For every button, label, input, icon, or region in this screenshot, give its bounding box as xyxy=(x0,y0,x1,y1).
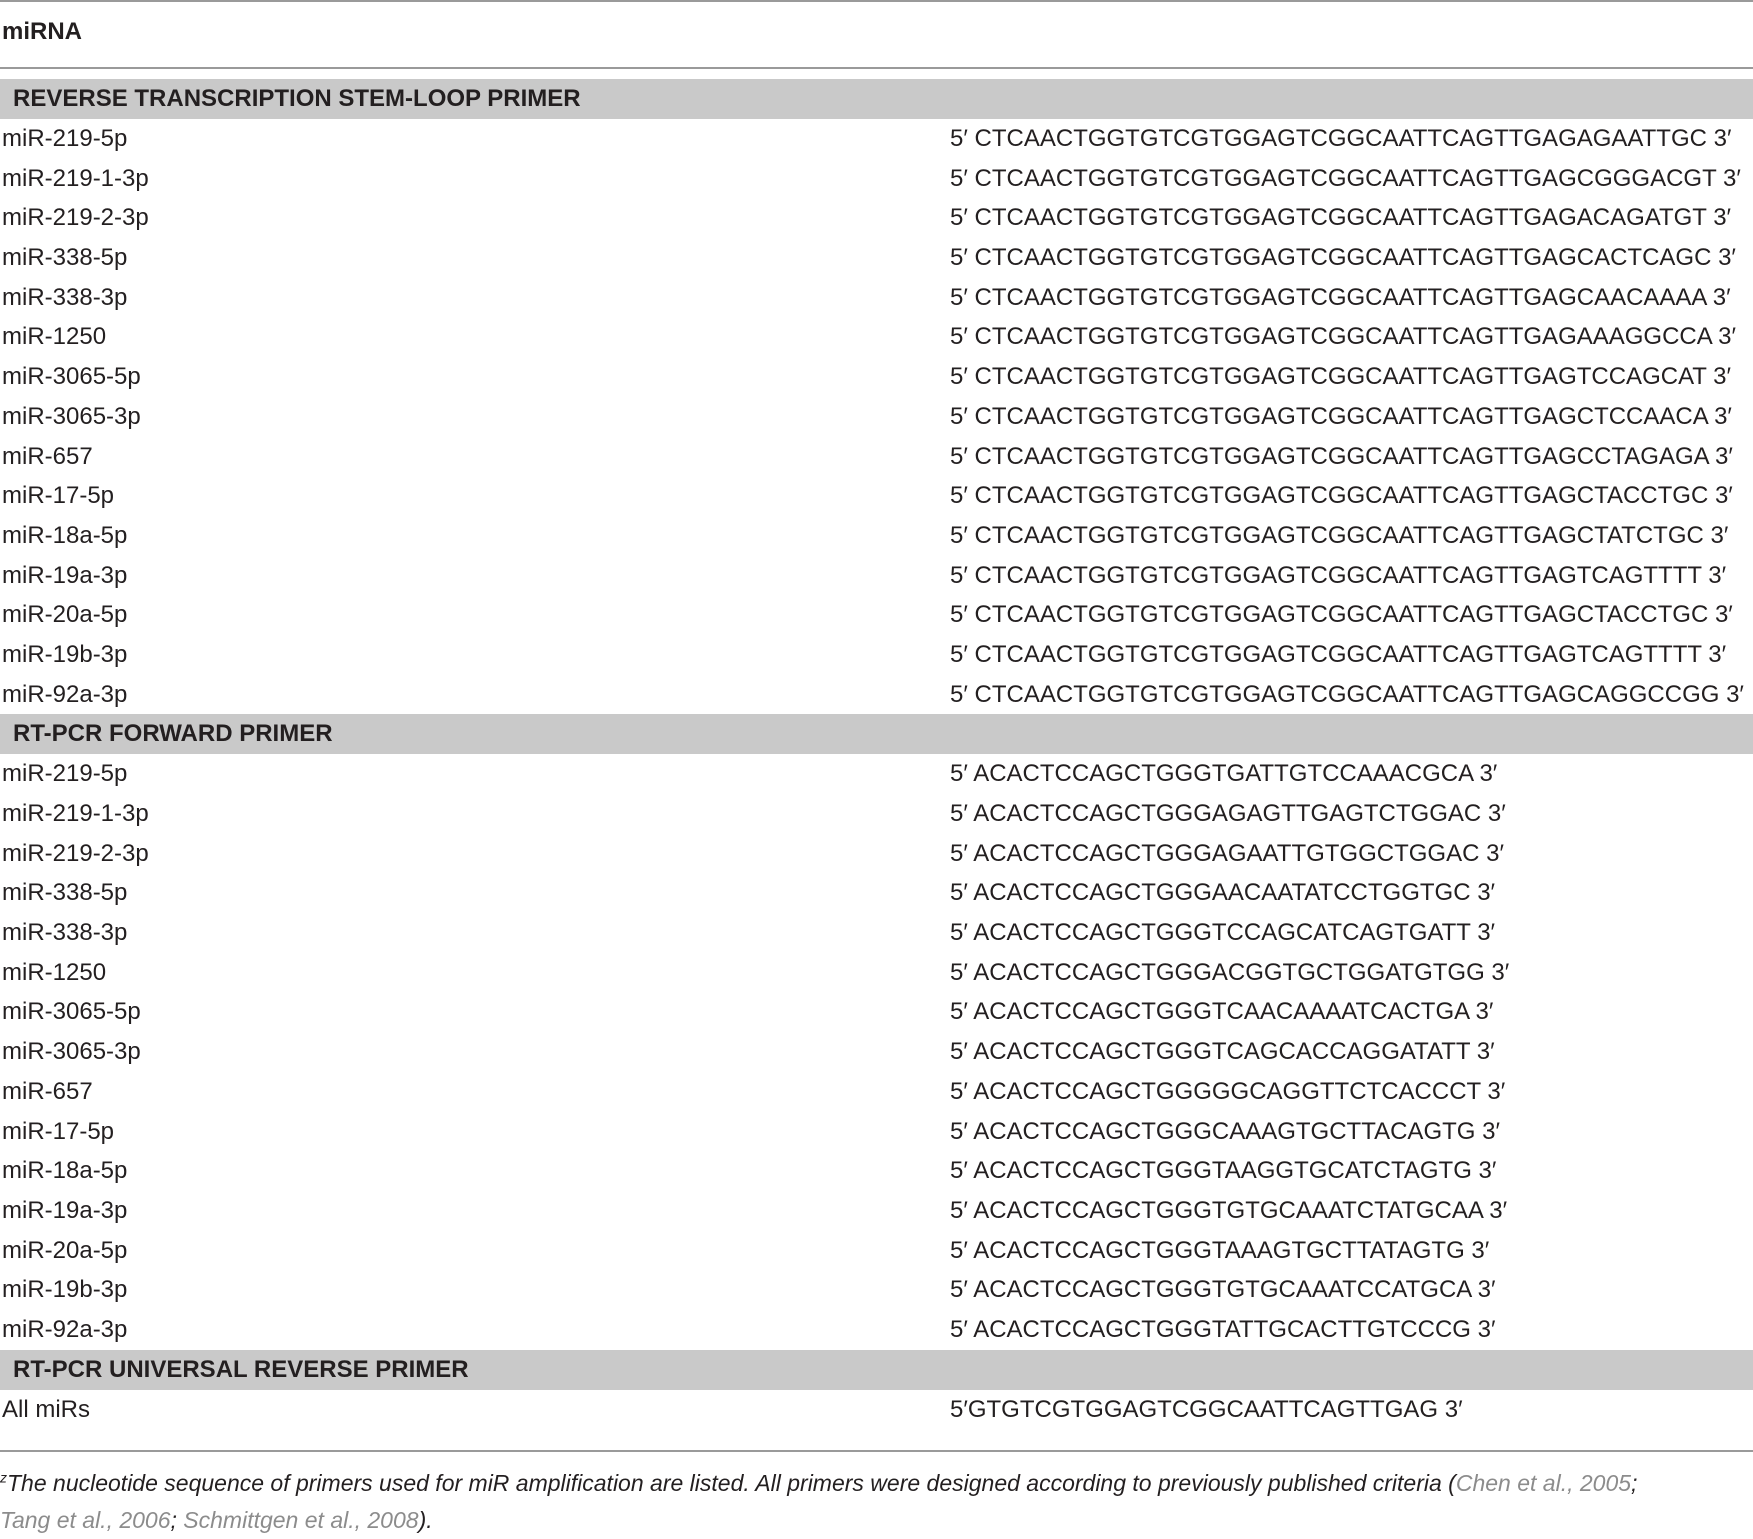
primer-sequence: 5′ ACACTCCAGCTGGGTGATTGTCCAAACGCA 3′ xyxy=(950,760,1498,788)
mirna-name: miR-17-5p xyxy=(2,1117,115,1145)
table-row xyxy=(0,1112,1753,1152)
table-row xyxy=(0,794,1753,834)
citation-link[interactable]: Tang et al., 2006 xyxy=(0,1507,171,1533)
table-row xyxy=(0,516,1753,556)
primer-sequence: 5′ ACACTCCAGCTGGGTCCAGCATCAGTGATT 3′ xyxy=(950,919,1496,947)
primer-sequence: 5′ CTCAACTGGTGTCGTGGAGTCGGCAATTCAGTTGAGTCCAGCAT 3′ xyxy=(950,363,1732,391)
table-row xyxy=(0,873,1753,913)
primer-sequence: 5′ ACACTCCAGCTGGGTAAAGTGCTTATAGTG 3′ xyxy=(950,1236,1490,1264)
table-row xyxy=(0,397,1753,437)
primer-sequence: 5′ ACACTCCAGCTGGGGGCAGGTTCTCACCCT 3′ xyxy=(950,1077,1506,1105)
mirna-name: miR-338-3p xyxy=(2,919,128,947)
mirna-name: miR-219-2-3p xyxy=(2,839,149,867)
mirna-name: miR-3065-5p xyxy=(2,998,141,1026)
primer-sequence: 5′ ACACTCCAGCTGGGTCAACAAAATCACTGA 3′ xyxy=(950,998,1494,1026)
table-row xyxy=(0,635,1753,675)
table-row xyxy=(0,317,1753,357)
mirna-name: miR-338-5p xyxy=(2,879,128,907)
title-rule xyxy=(0,67,1753,69)
mirna-name: miR-219-1-3p xyxy=(2,164,149,192)
primer-sequence: 5′ ACACTCCAGCTGGGTATTGCACTTGTCCCG 3′ xyxy=(950,1315,1496,1343)
table-row xyxy=(0,198,1753,238)
table-title: miRNA xyxy=(2,18,83,45)
mirna-name: miR-19b-3p xyxy=(2,1276,128,1304)
primer-sequence: 5′ ACACTCCAGCTGGGTGTGCAAATCTATGCAA 3′ xyxy=(950,1196,1508,1224)
table-row xyxy=(0,1231,1753,1271)
table-footnote xyxy=(0,1465,1753,1539)
footnote-line-2 xyxy=(0,1502,1753,1539)
table-row xyxy=(0,556,1753,596)
mirna-name: miR-657 xyxy=(2,1077,93,1105)
primer-sequence: 5′ CTCAACTGGTGTCGTGGAGTCGGCAATTCAGTTGAGAGAATTGC 3′ xyxy=(950,125,1732,152)
mirna-name: miR-219-5p xyxy=(2,125,128,152)
mirna-name: miR-19a-3p xyxy=(2,561,128,589)
table-row xyxy=(0,992,1753,1032)
mirna-name: miR-3065-3p xyxy=(2,402,141,430)
table-row xyxy=(0,1270,1753,1310)
footnote-text: The nucleotide sequence of primers used for miR amplification are listed. All primers were designed according to previously published criteria ( xyxy=(7,1470,1456,1496)
primer-sequence: 5′ CTCAACTGGTGTCGTGGAGTCGGCAATTCAGTTGAGAAAGGCCA 3′ xyxy=(950,323,1736,351)
primer-sequence: 5′ ACACTCCAGCTGGGAGAATTGTGGCTGGAC 3′ xyxy=(950,839,1504,867)
footnote-separator: ; xyxy=(170,1507,184,1533)
mirna-name: miR-92a-3p xyxy=(2,680,128,708)
citation-link[interactable]: Chen et al., 2005 xyxy=(1455,1470,1632,1496)
mirna-name: miR-219-5p xyxy=(2,760,128,788)
section-header: REVERSE TRANSCRIPTION STEM-LOOP PRIMER xyxy=(0,79,1753,119)
primer-sequence: 5′ CTCAACTGGTGTCGTGGAGTCGGCAATTCAGTTGAGCAACAAAA 3′ xyxy=(950,283,1731,311)
table-row xyxy=(0,1390,1753,1430)
primer-sequence: 5′ CTCAACTGGTGTCGTGGAGTCGGCAATTCAGTTGAGCTACCTGC 3′ xyxy=(950,482,1733,510)
table-row xyxy=(0,1072,1753,1112)
section-header: RT-PCR UNIVERSAL REVERSE PRIMER xyxy=(0,1350,1753,1390)
table-row xyxy=(0,595,1753,635)
table-row xyxy=(0,159,1753,199)
mirna-name: miR-20a-5p xyxy=(2,601,128,629)
table-row xyxy=(0,1151,1753,1191)
primer-sequence: 5′GTGTCGTGGAGTCGGCAATTCAGTTGAG 3′ xyxy=(950,1395,1463,1423)
mirna-name: miR-20a-5p xyxy=(2,1236,128,1264)
mirna-name: miR-19a-3p xyxy=(2,1196,128,1224)
mirna-name: miR-1250 xyxy=(2,323,107,351)
footnote-end: ). xyxy=(418,1507,433,1533)
table-row xyxy=(0,1310,1753,1350)
primer-sequence: 5′ ACACTCCAGCTGGGTAAGGTGCATCTAGTG 3′ xyxy=(950,1157,1497,1185)
mirna-name: miR-18a-5p xyxy=(2,521,128,549)
mirna-name: miR-17-5p xyxy=(2,482,115,510)
primer-sequence: 5′ CTCAACTGGTGTCGTGGAGTCGGCAATTCAGTTGAGCTATCTGC 3′ xyxy=(950,521,1729,549)
primer-sequence: 5′ CTCAACTGGTGTCGTGGAGTCGGCAATTCAGTTGAGTCAGTTTT 3′ xyxy=(950,640,1727,668)
table-row xyxy=(0,1032,1753,1072)
table-row xyxy=(0,238,1753,278)
footnote-separator: ; xyxy=(1631,1470,1638,1496)
table-row xyxy=(0,278,1753,318)
primer-sequence: 5′ CTCAACTGGTGTCGTGGAGTCGGCAATTCAGTTGAGCCTAGAGA 3′ xyxy=(950,442,1733,470)
table-row xyxy=(0,476,1753,516)
table-row xyxy=(0,834,1753,874)
footnote-marker: z xyxy=(0,1469,7,1486)
mirna-name: miR-19b-3p xyxy=(2,640,128,668)
primer-sequence: 5′ ACACTCCAGCTGGGAACAATATCCTGGTGC 3′ xyxy=(950,879,1496,907)
primer-sequence: 5′ CTCAACTGGTGTCGTGGAGTCGGCAATTCAGTTGAGCAGGCCGG 3′ xyxy=(950,680,1744,708)
mirna-name: miR-92a-3p xyxy=(2,1315,128,1343)
primer-sequence: 5′ CTCAACTGGTGTCGTGGAGTCGGCAATTCAGTTGAGCGGGACGT 3′ xyxy=(950,164,1741,192)
mirna-name: miR-219-1-3p xyxy=(2,800,149,827)
primer-sequence: 5′ ACACTCCAGCTGGGACGGTGCTGGATGTGG 3′ xyxy=(950,958,1510,986)
primer-sequence: 5′ CTCAACTGGTGTCGTGGAGTCGGCAATTCAGTTGAGTCAGTTTT 3′ xyxy=(950,561,1727,589)
top-rule xyxy=(0,0,1753,2)
primer-sequence: 5′ CTCAACTGGTGTCGTGGAGTCGGCAATTCAGTTGAGCACTCAGC 3′ xyxy=(950,244,1736,272)
primer-sequence: 5′ ACACTCCAGCTGGGTCAGCACCAGGATATT 3′ xyxy=(950,1038,1495,1066)
primer-sequence: 5′ CTCAACTGGTGTCGTGGAGTCGGCAATTCAGTTGAGACAGATGT 3′ xyxy=(950,204,1732,232)
table-row xyxy=(0,357,1753,397)
mirna-name: miR-3065-5p xyxy=(2,363,141,391)
mirna-name: miR-18a-5p xyxy=(2,1157,128,1185)
mirna-name: All miRs xyxy=(2,1395,90,1423)
table-row xyxy=(0,675,1753,715)
mirna-name: miR-338-3p xyxy=(2,283,128,311)
footnote-line-1 xyxy=(0,1465,1753,1502)
table-row xyxy=(0,754,1753,794)
bottom-rule xyxy=(0,1450,1753,1452)
table-row xyxy=(0,1191,1753,1231)
citation-link[interactable]: Schmittgen et al., 2008 xyxy=(183,1507,419,1533)
section-header: RT-PCR FORWARD PRIMER xyxy=(0,714,1753,754)
mirna-name: miR-1250 xyxy=(2,958,107,986)
primer-sequence: 5′ CTCAACTGGTGTCGTGGAGTCGGCAATTCAGTTGAGCTCCAACA 3′ xyxy=(950,402,1732,430)
mirna-name: miR-219-2-3p xyxy=(2,204,149,232)
mirna-name: miR-657 xyxy=(2,442,93,470)
primer-sequence: 5′ ACACTCCAGCTGGGTGTGCAAATCCATGCA 3′ xyxy=(950,1276,1496,1304)
table-row xyxy=(0,119,1753,159)
table-row xyxy=(0,913,1753,953)
table-row xyxy=(0,437,1753,477)
primer-table xyxy=(0,79,1753,1429)
mirna-name: miR-338-5p xyxy=(2,244,128,272)
table-row xyxy=(0,953,1753,993)
primer-sequence: 5′ CTCAACTGGTGTCGTGGAGTCGGCAATTCAGTTGAGCTACCTGC 3′ xyxy=(950,601,1733,629)
mirna-name: miR-3065-3p xyxy=(2,1038,141,1066)
primer-sequence: 5′ ACACTCCAGCTGGGAGAGTTGAGTCTGGAC 3′ xyxy=(950,800,1506,827)
primer-sequence: 5′ ACACTCCAGCTGGGCAAAGTGCTTACAGTG 3′ xyxy=(950,1117,1500,1145)
